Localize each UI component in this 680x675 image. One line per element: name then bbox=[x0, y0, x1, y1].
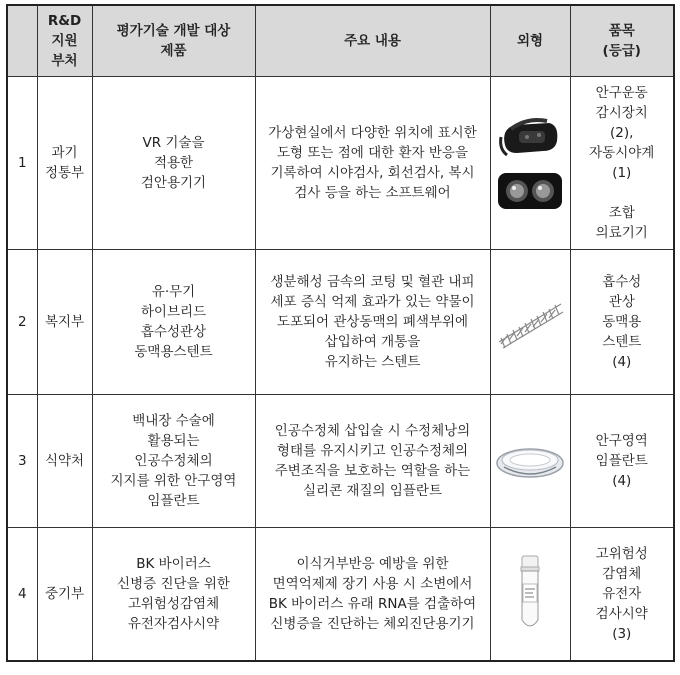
product-table bbox=[6, 4, 675, 662]
content-cell: 생분해성 금속의 코팅 및 혈관 내피 세포 증식 억제 효과가 있는 약물이 도포되어 관상동맥의 폐색부위에 삽입하여 개통을 유지하는 스텐트 bbox=[255, 250, 490, 395]
appearance-cell bbox=[490, 528, 570, 662]
product-cell: BK 바이러스 신병증 진단을 위한 고위험성감염체 유전자검사시약 bbox=[92, 528, 255, 662]
content-cell: 인공수정체 삽입술 시 수정체낭의 형태를 유지시키고 인공수정체의 주변조직을 보호하는 역할을 하는 실리콘 재질의 임플란트 bbox=[255, 395, 490, 528]
table-row bbox=[7, 250, 674, 395]
stent-icon bbox=[495, 292, 565, 352]
item-cell: 안구영역 임플란트 (4) bbox=[570, 395, 674, 528]
table-row bbox=[7, 77, 674, 250]
table-row bbox=[7, 395, 674, 528]
header-content: 주요 내용 bbox=[255, 5, 490, 77]
silicone-ring-icon bbox=[494, 441, 566, 481]
product-cell: 유·무기 하이브리드 흡수성관상 동맥용스텐트 bbox=[92, 250, 255, 395]
header-row bbox=[7, 5, 674, 77]
appearance-cell bbox=[490, 395, 570, 528]
ministry-cell: 복지부 bbox=[37, 250, 92, 395]
header-product: 평가기술 개발 대상 제품 bbox=[92, 5, 255, 77]
vr-lens-icon bbox=[497, 171, 563, 211]
ministry-cell: 과기 정통부 bbox=[37, 77, 92, 250]
row-number: 2 bbox=[7, 250, 37, 395]
item-cell: 안구운동 감시장치 (2), 자동시야계 (1) 조합 의료기기 bbox=[570, 77, 674, 250]
table-row bbox=[7, 528, 674, 662]
content-cell: 이식거부반응 예방을 위한 면역억제제 장기 사용 시 소변에서 BK 바이러스 유래 RNA를 검출하여 신병증을 진단하는 체외진단용기기 bbox=[255, 528, 490, 662]
row-number: 4 bbox=[7, 528, 37, 662]
appearance-cell bbox=[490, 250, 570, 395]
vr-headset-icon bbox=[497, 115, 563, 161]
content-cell: 가상현실에서 다양한 위치에 표시한 도형 또는 점에 대한 환자 반응을 기록하여 시야검사, 회선검사, 복시 검사 등을 하는 소프트웨어 bbox=[255, 77, 490, 250]
header-no bbox=[7, 5, 37, 77]
item-cell: 고위험성 감염체 유전자 검사시약 (3) bbox=[570, 528, 674, 662]
product-cell: VR 기술을 적용한 검안용기기 bbox=[92, 77, 255, 250]
row-number: 1 bbox=[7, 77, 37, 250]
ministry-cell: 중기부 bbox=[37, 528, 92, 662]
header-appearance: 외형 bbox=[490, 5, 570, 77]
header-item: 품목 (등급) bbox=[570, 5, 674, 77]
product-cell: 백내장 수술에 활용되는 인공수정체의 지지를 위한 안구영역 임플란트 bbox=[92, 395, 255, 528]
item-cell: 흡수성 관상 동맥용 스텐트 (4) bbox=[570, 250, 674, 395]
appearance-cell bbox=[490, 77, 570, 250]
reagent-tube-icon bbox=[515, 554, 545, 634]
header-ministry: R&D 지원 부처 bbox=[37, 5, 92, 77]
row-number: 3 bbox=[7, 395, 37, 528]
ministry-cell: 식약처 bbox=[37, 395, 92, 528]
